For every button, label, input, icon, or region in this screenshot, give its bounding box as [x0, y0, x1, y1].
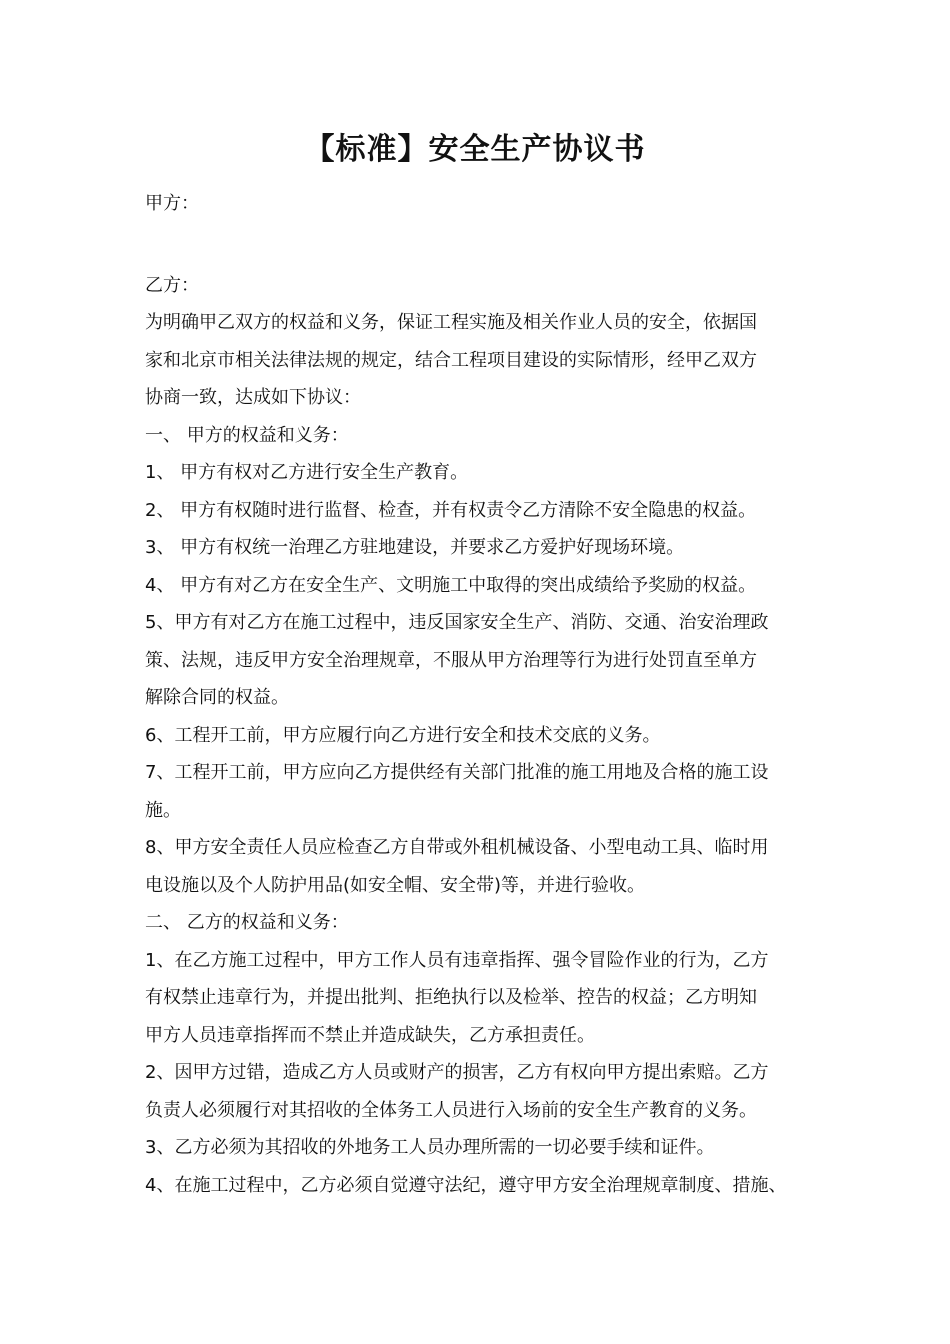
clause-line: 4、 甲方有对乙方在安全生产、文明施工中取得的突出成绩给予奖励的权益。 — [145, 574, 757, 596]
party-b-label: 乙方： — [145, 274, 199, 296]
body-line: 为明确甲乙双方的权益和义务，保证工程实施及相关作业人员的安全，依据国 — [145, 312, 757, 333]
clause-line: 甲方人员违章指挥而不禁止并造成缺失，乙方承担责任。 — [145, 1024, 595, 1046]
clause-line: 2、因甲方过错，造成乙方人员或财产的损害，乙方有权向甲方提出索赔。乙方 — [145, 1062, 769, 1083]
clause-line: 3、乙方必须为其招收的外地务工人员办理所需的一切必要手续和证件。 — [145, 1137, 715, 1158]
clause-line: 2、 甲方有权随时进行监督、检查，并有权责令乙方清除不安全隐患的权益。 — [145, 499, 757, 521]
clause-line: 1、 甲方有权对乙方进行安全生产教育。 — [145, 462, 469, 483]
clause-line: 负责人必须履行对其招收的全体务工人员进行入场前的安全生产教育的义务。 — [145, 1099, 757, 1121]
clause-line: 解除合同的权益。 — [145, 687, 289, 708]
clause-line: 策、法规，违反甲方安全治理规章，不服从甲方治理等行为进行处罚直至单方 — [145, 649, 757, 671]
clause-line: 5、甲方有对乙方在施工过程中，违反国家安全生产、消防、交通、治安治理政 — [145, 612, 769, 633]
section-heading-party-b: 二、 乙方的权益和义务： — [145, 912, 349, 933]
clause-line: 3、 甲方有权统一治理乙方驻地建设，并要求乙方爱护好现场环境。 — [145, 537, 685, 558]
clause-line: 8、甲方安全责任人员应检查乙方自带或外租机械设备、小型电动工具、临时用 — [145, 837, 769, 858]
clause-line: 1、在乙方施工过程中，甲方工作人员有违章指挥、强令冒险作业的行为，乙方 — [145, 949, 769, 971]
clause-line: 7、工程开工前，甲方应向乙方提供经有关部门批准的施工用地及合格的施工设 — [145, 762, 769, 783]
clause-line: 有权禁止违章行为，并提出批判、拒绝执行以及检举、控告的权益；乙方明知 — [145, 987, 757, 1008]
clause-line: 6、工程开工前，甲方应履行向乙方进行安全和技术交底的义务。 — [145, 724, 661, 746]
body-line: 家和北京市相关法律法规的规定，结合工程项目建设的实际情形，经甲乙双方 — [145, 349, 757, 371]
clause-line: 电设施以及个人防护用品(如安全帽、安全带)等，并进行验收。 — [145, 874, 646, 896]
party-a-blank — [145, 223, 825, 267]
body-line: 协商一致，达成如下协议： — [145, 387, 361, 408]
section-heading-party-a: 一、 甲方的权益和义务： — [145, 424, 349, 446]
document-title: 【标准】安全生产协议书 — [304, 132, 646, 167]
document-body — [145, 185, 825, 1204]
party-a-label: 甲方： — [145, 193, 199, 214]
clause-line: 施。 — [145, 799, 181, 821]
clause-line: 4、在施工过程中，乙方必须自觉遵守法纪，遵守甲方安全治理规章制度、措施、 — [145, 1174, 787, 1196]
